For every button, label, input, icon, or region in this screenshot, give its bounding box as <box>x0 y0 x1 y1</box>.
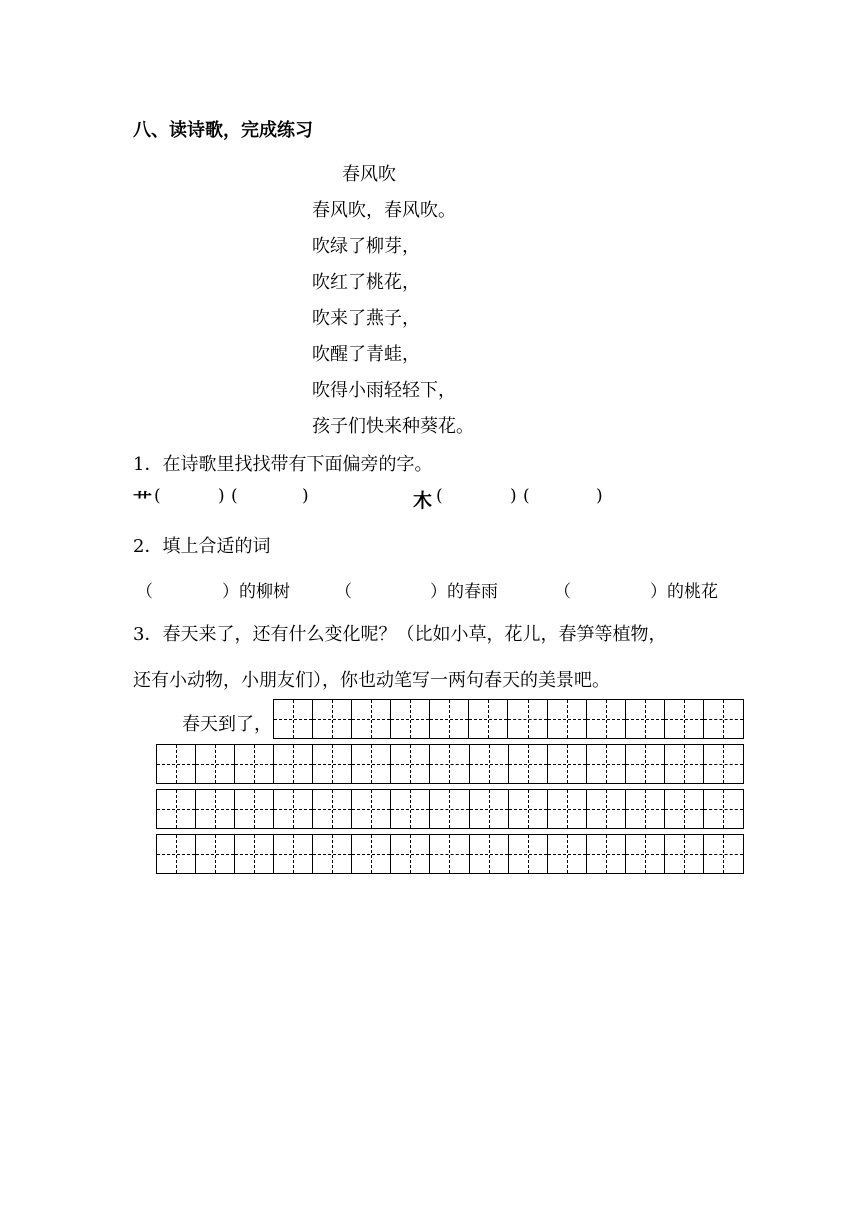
poem-line: 吹得小雨轻轻下， <box>312 380 456 401</box>
grid-cell[interactable] <box>430 790 469 828</box>
answer-blank-open[interactable]: ( <box>436 486 443 506</box>
question-3-line-2: 还有小动物，小朋友们），你也动笔写一两句春天的美景吧。 <box>133 670 610 691</box>
grid-cell[interactable] <box>665 745 704 783</box>
grid-cell[interactable] <box>391 790 430 828</box>
grid-cell[interactable] <box>470 790 509 828</box>
grid-cell[interactable] <box>391 745 430 783</box>
answer-blank-close: ) <box>596 486 603 506</box>
grid-cell[interactable] <box>704 790 743 828</box>
question-3-line-1: 3．春天来了，还有什么变化呢？（比如小草，花儿，春笋等植物， <box>133 624 667 645</box>
grid-cell[interactable] <box>508 700 547 738</box>
grid-cell[interactable] <box>587 700 626 738</box>
radical-grass: 艹 <box>133 490 153 512</box>
grid-cell[interactable] <box>430 835 469 873</box>
answer-blank-open[interactable]: ( <box>231 486 238 506</box>
grid-cell[interactable] <box>548 700 587 738</box>
answer-blank-close: ) <box>510 486 517 506</box>
grid-cell[interactable] <box>587 790 626 828</box>
grid-cell[interactable] <box>626 700 665 738</box>
grid-cell[interactable] <box>196 790 235 828</box>
radical-wood: 木 <box>413 490 433 512</box>
fill-item-peach-blossom: ）的桃花 <box>650 582 718 602</box>
section-heading: 八、读诗歌，完成练习 <box>133 120 313 141</box>
grid-cell[interactable] <box>313 745 352 783</box>
grid-cell[interactable] <box>274 700 313 738</box>
grid-cell[interactable] <box>665 700 704 738</box>
grid-cell[interactable] <box>430 700 469 738</box>
poem-line: 吹绿了柳芽， <box>312 236 420 257</box>
grid-cell[interactable] <box>509 835 548 873</box>
grid-cell[interactable] <box>235 745 274 783</box>
grid-cell[interactable] <box>352 835 391 873</box>
grid-cell[interactable] <box>548 790 587 828</box>
grid-cell[interactable] <box>704 745 743 783</box>
writing-grid-row[interactable] <box>156 834 744 874</box>
grid-cell[interactable] <box>509 745 548 783</box>
grid-cell[interactable] <box>313 790 352 828</box>
fill-item-spring-rain: ）的春雨 <box>430 582 498 602</box>
grid-cell[interactable] <box>157 745 196 783</box>
poem-line: 吹红了桃花， <box>312 272 420 293</box>
grid-cell[interactable] <box>313 835 352 873</box>
answer-blank-open[interactable]: （ <box>136 582 153 602</box>
poem-line: 孩子们快来种葵花。 <box>312 416 474 437</box>
grid-cell[interactable] <box>704 835 743 873</box>
question-1-text: 1．在诗歌里找找带有下面偏旁的字。 <box>133 454 433 475</box>
question-2-text: 2．填上合适的词 <box>133 536 271 557</box>
writing-grid-row[interactable] <box>156 744 744 784</box>
grid-cell[interactable] <box>470 745 509 783</box>
grid-cell[interactable] <box>509 790 548 828</box>
grid-cell[interactable] <box>548 835 587 873</box>
grid-cell[interactable] <box>665 790 704 828</box>
grid-cell[interactable] <box>430 745 469 783</box>
answer-blank-close: ) <box>302 486 309 506</box>
grid-cell[interactable] <box>626 790 665 828</box>
grid-cell[interactable] <box>157 790 196 828</box>
grid-cell[interactable] <box>196 835 235 873</box>
grid-cell[interactable] <box>274 835 313 873</box>
grid-cell[interactable] <box>274 745 313 783</box>
writing-grid-row[interactable] <box>273 699 744 739</box>
answer-blank-open[interactable]: （ <box>554 582 571 602</box>
grid-cell[interactable] <box>313 700 352 738</box>
grid-cell[interactable] <box>352 745 391 783</box>
grid-cell[interactable] <box>665 835 704 873</box>
grid-cell[interactable] <box>469 700 508 738</box>
poem-line: 春风吹，春风吹。 <box>312 200 456 221</box>
grid-cell[interactable] <box>470 835 509 873</box>
grid-cell[interactable] <box>391 835 430 873</box>
grid-cell[interactable] <box>391 700 430 738</box>
grid-cell[interactable] <box>704 700 743 738</box>
answer-blank-open[interactable]: ( <box>154 486 161 506</box>
grid-cell[interactable] <box>587 745 626 783</box>
grid-cell[interactable] <box>352 790 391 828</box>
answer-blank-open[interactable]: ( <box>523 486 530 506</box>
grid-cell[interactable] <box>157 835 196 873</box>
poem-title: 春风吹 <box>342 164 396 185</box>
grid-cell[interactable] <box>626 835 665 873</box>
writing-grid-row[interactable] <box>156 789 744 829</box>
grid-cell[interactable] <box>196 745 235 783</box>
answer-blank-open[interactable]: （ <box>335 582 352 602</box>
grid-cell[interactable] <box>235 835 274 873</box>
grid-cell[interactable] <box>548 745 587 783</box>
grid-cell[interactable] <box>352 700 391 738</box>
grid-cell[interactable] <box>587 835 626 873</box>
grid-cell[interactable] <box>626 745 665 783</box>
poem-line: 吹醒了青蛙， <box>312 344 420 365</box>
poem-line: 吹来了燕子， <box>312 308 420 329</box>
answer-blank-close: ) <box>218 486 225 506</box>
writing-prefix: 春天到了， <box>182 714 272 735</box>
grid-cell[interactable] <box>235 790 274 828</box>
fill-item-willow: ）的柳树 <box>222 582 290 602</box>
grid-cell[interactable] <box>274 790 313 828</box>
